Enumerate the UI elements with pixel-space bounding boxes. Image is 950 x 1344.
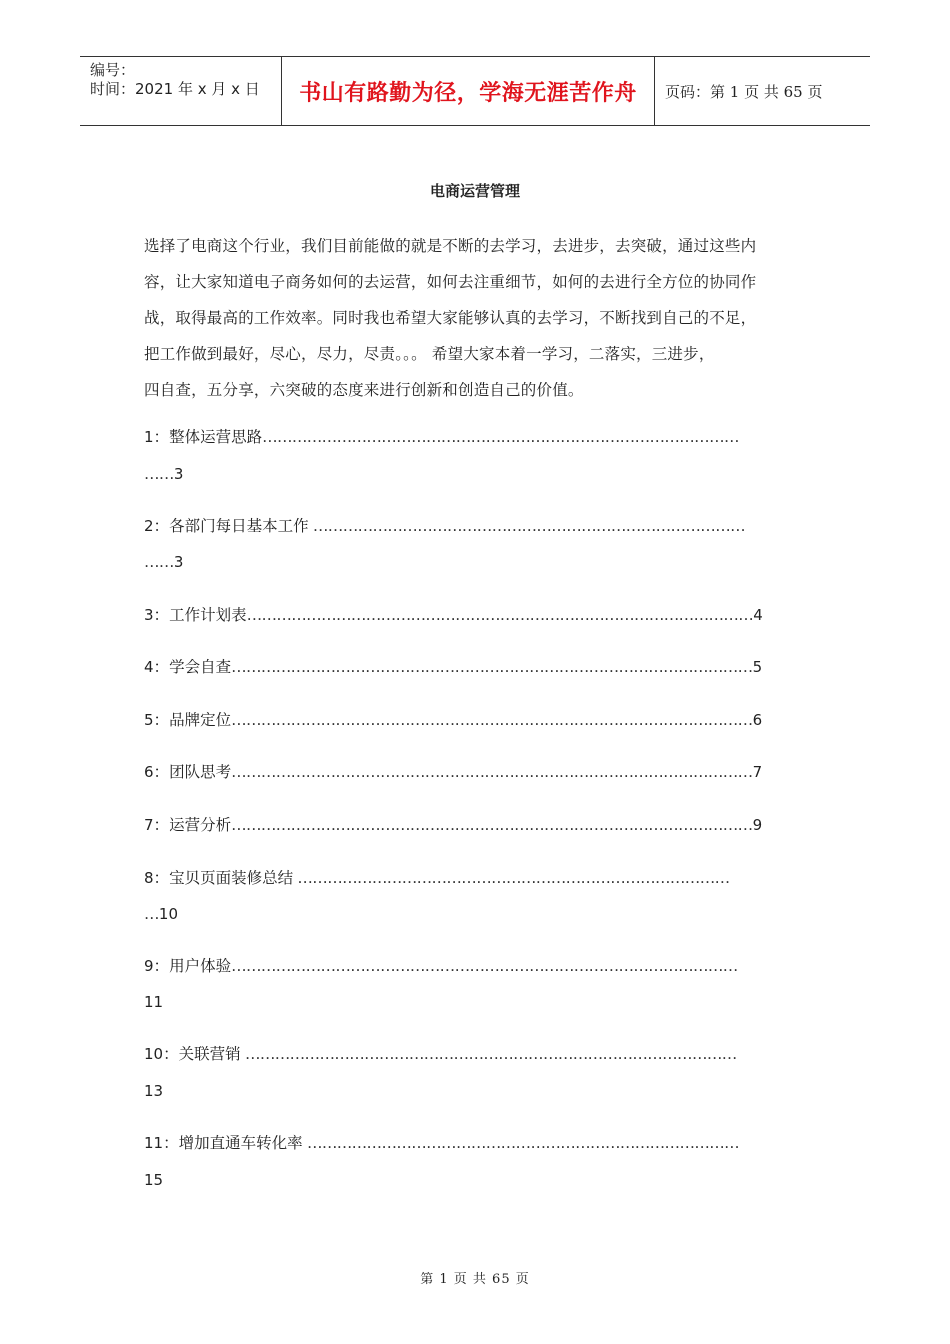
header-motto: 书山有路勤为径，学海无涯苦作舟 xyxy=(281,57,655,125)
toc-page-number: 4 xyxy=(753,606,763,624)
toc-label: 宝贝页面装修总结 xyxy=(169,869,294,887)
toc-label: 用户体验 xyxy=(169,957,232,975)
toc-page-number: 13 xyxy=(144,1082,164,1100)
toc-entry-6[interactable]: 6：团队思考……………………………………………………………………………………………7 xyxy=(144,763,763,781)
header-meta xyxy=(80,57,281,125)
document-title: 电商运营管理 xyxy=(429,182,520,200)
toc-entry-5[interactable]: 5：品牌定位……………………………………………………………………………………………6 xyxy=(144,711,763,729)
toc-page-number: 7 xyxy=(752,763,763,781)
toc-page-number: 15 xyxy=(144,1171,164,1189)
toc-page-number: 5 xyxy=(752,658,763,676)
toc-leader: …………………………………………………………………………… xyxy=(293,869,730,887)
toc-entry-8[interactable]: 8：宝贝页面装修总结 …………………………………………………………………………… xyxy=(144,869,730,887)
intro-line: 把工作做到最好，尽心，尽力，尽责。。。 希望大家本着一学习，二落实，三进步， xyxy=(144,345,715,363)
toc-entry-10[interactable]: 10：关联营销 ……………………………………………………………………………………… xyxy=(144,1045,737,1063)
toc-label: 整体运营思路 xyxy=(169,428,263,446)
toc-entry-2[interactable]: 2：各部门每日基本工作 …………………………………………………………………………… xyxy=(144,517,746,535)
page-footer: 第 1 页 共 65 页 xyxy=(420,1272,530,1287)
intro-line: 选择了电商这个行业，我们目前能做的就是不断的去学习，去进步，去突破，通过这些内 xyxy=(144,237,757,255)
page-header xyxy=(80,56,870,126)
intro-line: 容，让大家知道电子商务如何的去运营，如何去注重细节，如何的去进行全方位的协同作 xyxy=(144,273,757,291)
toc-label: 关联营销 xyxy=(178,1045,241,1063)
toc-label: 品牌定位 xyxy=(169,711,232,729)
toc-label: 学会自查 xyxy=(169,658,232,676)
toc-entry-2-cont: ……3 xyxy=(144,553,184,571)
toc-leader: …………………………………………………………………………………………… xyxy=(231,763,753,781)
toc-page-number: 3 xyxy=(173,465,184,483)
toc-leader: …………………………………………………………………………… xyxy=(302,1134,740,1152)
toc-label: 增加直通车转化率 xyxy=(178,1134,303,1152)
intro-line: 战，取得最高的工作效率。同时我也希望大家能够认真的去学习，不断找到自己的不足， xyxy=(144,309,757,327)
toc-leader: …………………………………………………………………………………………… xyxy=(231,816,753,834)
toc-page-number: 6 xyxy=(752,711,763,729)
toc-leader: ………………………………………………………………………………………… xyxy=(231,957,738,975)
toc-entry-11-cont xyxy=(144,1168,163,1192)
toc-page-number: 9 xyxy=(752,816,763,834)
serial-label: 编号： xyxy=(90,61,136,79)
toc-entry-1-cont: ……3 xyxy=(144,465,184,483)
intro-paragraph xyxy=(144,228,804,408)
toc-entry-1[interactable]: 1：整体运营思路…………………………………………………………………………………… xyxy=(144,428,739,446)
toc-label: 各部门每日基本工作 xyxy=(169,517,309,535)
toc-entry-9[interactable]: 9：用户体验………………………………………………………………………………………… xyxy=(144,957,738,975)
toc-page-number: 3 xyxy=(173,553,184,571)
toc-leader: ……………………………………………………………………………………… xyxy=(240,1045,737,1063)
toc-entry-4[interactable]: 4：学会自查……………………………………………………………………………………………5 xyxy=(144,658,763,676)
toc-entry-8-cont: …10 xyxy=(144,905,178,923)
intro-line: 四自查，五分享，六突破的态度来进行创新和创造自己的价值。 xyxy=(144,381,584,399)
toc-leader: …………………………………………………………………………… xyxy=(308,517,746,535)
header-page-code: 页码：第 1 页 共 65 页 xyxy=(665,82,823,101)
toc-label: 运营分析 xyxy=(169,816,232,834)
toc-leader: …………………………………………………………………………………………… xyxy=(231,658,753,676)
toc-entry-9-cont xyxy=(144,990,163,1014)
toc-page-number: 10 xyxy=(158,905,178,923)
toc-leader: …………………………………………………………………………………………… xyxy=(231,711,753,729)
toc-entry-11[interactable]: 11：增加直通车转化率 …………………………………………………………………………… xyxy=(144,1134,740,1152)
toc-label: 团队思考 xyxy=(169,763,232,781)
toc-entry-7[interactable]: 7：运营分析……………………………………………………………………………………………9 xyxy=(144,816,763,834)
date-label: 时间：2021 年 x 月 x 日 xyxy=(90,80,260,98)
toc-entry-3[interactable]: 3：工作计划表…………………………………………………………………………………………4 xyxy=(144,606,763,624)
toc-leader: ………………………………………………………………………………………… xyxy=(246,606,754,624)
toc-page-number: 11 xyxy=(144,993,164,1011)
toc-entry-10-cont xyxy=(144,1079,163,1103)
toc-leader: …………………………………………………………………………………… xyxy=(262,428,739,446)
toc-label: 工作计划表 xyxy=(169,606,247,624)
